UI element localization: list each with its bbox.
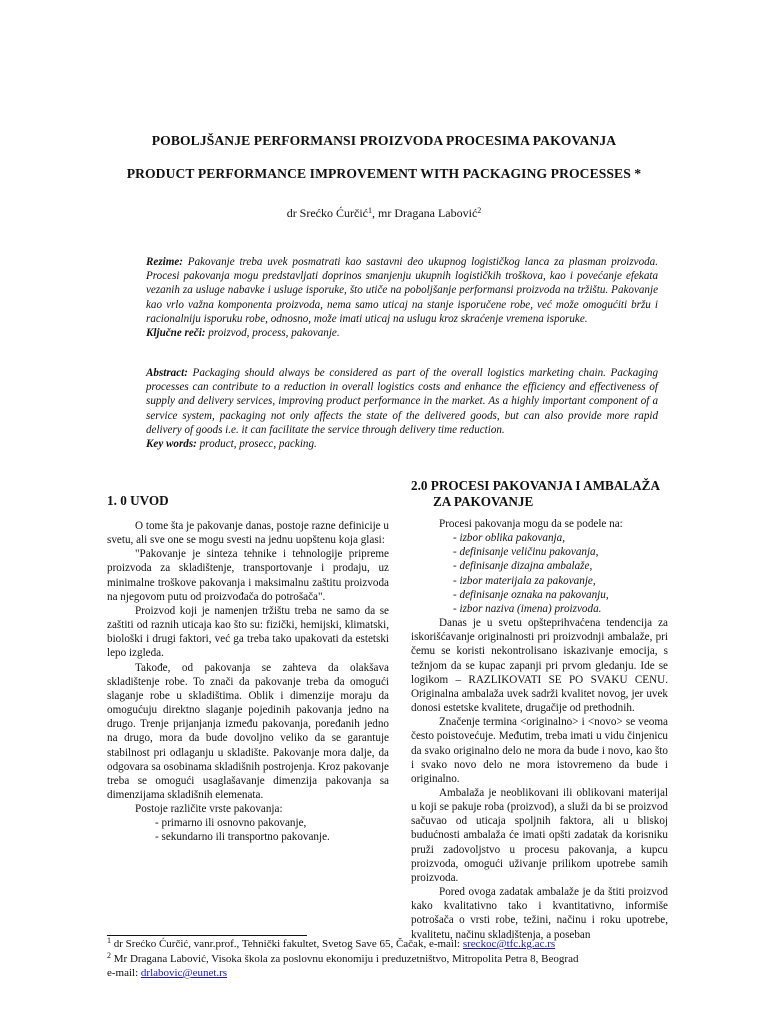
footnote-2-email-line bbox=[107, 966, 687, 981]
author-2-footnote-mark: 2 bbox=[477, 206, 482, 215]
footnote-1-text: dr Srećko Ćurčić, vanr.prof., Tehnički fakultet, Svetog Save 65, Čačak, e-mail: bbox=[111, 938, 463, 950]
section-1-paragraph: Proizvod koji je namenjen tržištu treba ne samo da se zaštiti od raznih uticaja kao što su: fizički, hemijski, klimatski, biološki i drugi faktori, već ga treba tako upakovati da estetski lepo izgleda. bbox=[107, 604, 389, 660]
section-1-paragraph: O tome šta je pakovanje danas, postoje razne definicije u svetu, ali sve one se mogu svesti na jednu uopštenu koja glasi: bbox=[107, 520, 389, 547]
footnote-divider bbox=[107, 935, 307, 936]
footnotes bbox=[107, 937, 687, 981]
section-2-paragraph: Danas je u svetu opšteprihvaćena tendencija za iskorišćavanje originalnosti pri proizvodnji ambalaže, pri čemu se koristi nekontrolisano iskazivanje emocija, s težnjom da se kupac zapanji pri prvom gledanju. Ide se logikom – RAZLIKOVATI SE PO SVAKU CENU. Originalna ambalaža uvek sadrži kvalitet novog, jer uvek donosi estetske kvalitete, drugačije od prethodnih. bbox=[411, 617, 668, 715]
left-column bbox=[107, 519, 389, 845]
abstract-block bbox=[146, 366, 658, 451]
section-1-heading: 1. 0 UVOD bbox=[107, 493, 169, 508]
list-item: - izbor oblika pakovanja, bbox=[453, 532, 566, 545]
abstract-text: Packaging should always be considered as part of the overall logistics marketing chain. Packaging processes can contribute to a reduction in overall logistics costs and enhance the efficiency and effectiveness of supply and delivery services, improving product performance in the market. As a highly important component of a service system, packaging not only affects the state of the delivered goods, but can also provide more rapid delivery of goods i.e. it can facilitate the service through delivery time reduction. bbox=[146, 367, 658, 436]
packaging-processes-list bbox=[411, 531, 668, 616]
footnote-1 bbox=[107, 937, 687, 952]
author-1-footnote-mark: 1 bbox=[368, 206, 372, 215]
list-item: - definisanje dizajna ambalaže, bbox=[453, 560, 593, 573]
section-2-paragraph: Ambalaža je neoblikovani ili oblikovani materijal u koji se pakuje roba (proizvod), a služi da bi se proizvod sačuvao od uticaja spoljnih faktora, ali u bliskoj budućnosti ambalaža će imati opšti zadatak da korisniku pruži zadovoljstvo u procesu pakovanja, a kupcu proizvoda, omogući uživanje prilikom upotrebe samih proizvoda. bbox=[411, 786, 668, 884]
footnote-2-email-label: e-mail: bbox=[107, 967, 141, 979]
author-2-name: , mr Dragana Labović bbox=[372, 206, 478, 220]
list-item: - definisanje veličinu pakovanja, bbox=[453, 546, 599, 559]
right-column bbox=[411, 517, 668, 942]
footnote-1-mark: 1 bbox=[107, 936, 111, 945]
list-item: - definisanje oznaka na pakovanju, bbox=[453, 588, 609, 601]
rezime-text: Pakovanje treba uvek posmatrati kao sastavni deo ukupnog logističkog lanca za plasman proizvoda. Procesi pakovanja mogu predstavljati doprinos smanjenju ukupnih logističkih troškova, kao i povećanje efekata vezanih za usluge nabavke i usluge isporuke, što utiče na poboljšanje performansi proizvoda na tržištu. Pakovanje kao vrlo važna komponenta proizvoda, nema samo uticaj na stanje isporučene robe, već može omogućiti bržu i racionalniju isporuku robe, odnosno, može imati uticaj na uslugu kroz skraćenje vremena isporuke. bbox=[146, 256, 658, 325]
kljucne-reci-label: Ključne reči: bbox=[146, 327, 206, 340]
rezime-block bbox=[146, 255, 658, 340]
list-item: - izbor materijala za pakovanje, bbox=[453, 574, 596, 587]
footnote-2-email-link[interactable]: drlabovic@eunet.rs bbox=[140, 967, 228, 979]
footnote-2 bbox=[107, 952, 687, 967]
section-2-paragraph: Značenje termina <originalno> i <novo> se veoma često poistovećuje. Međutim, treba imati u vidu činjenicu da svako originalno delo ne mora da bude i novo, kao što i svako novo delo ne mora istovremeno da bude i originalno. bbox=[411, 716, 668, 785]
list-item: - izbor naziva (imena) proizvoda. bbox=[453, 602, 602, 615]
section-1-paragraph: Takođe, od pakovanja se zahteva da olakšava skladištenje robe. To znači da pakovanje treba da omogući slaganje robe u skladištima. Oblik i dimenzije moraju da omogućuju direktno slaganje pojedinih pakovanja jedno na drugo. Trenje prijanjanja između pakovanja, poređanih jedno na drugo, mora da bude dovoljno veliko da se garantuje stabilnost pri odlaganju u skladište. Pakovanje mora dalje, da odgovara sa osobinama skladišnih postrojenja. Kroz pakovanje treba se omogući usaglašavanje dimenzija pakovanja sa dimenzijama skladišnih elemenata. bbox=[107, 661, 389, 801]
section-2-paragraph: Pored ovoga zadatak ambalaže je da štiti proizvod kako kvalitativno tako i kvantitativno, informiše potrošača o vrsti robe, težini, načinu i roku upotrebe, kvalitetu, načinu skladištenja, a poseban bbox=[411, 886, 668, 941]
footnote-2-mark: 2 bbox=[107, 950, 111, 960]
author-line bbox=[0, 206, 768, 221]
abstract-label: Abstract: bbox=[146, 367, 188, 379]
list-item: - primarno ili osnovno pakovanje, bbox=[155, 817, 307, 830]
section-1-paragraph: "Pakovanje je sinteza tehnike i tehnologije pripreme proizvoda za skladištenje, transportovanje i prodaju, uz minimalne troškove pakovanja i maksimalnu zaštitu proizvoda na njegovom putu od proizvođača do potrošača". bbox=[107, 548, 389, 603]
section-2-heading-line-2: ZA PAKOVANJE bbox=[433, 494, 534, 509]
section-2-heading bbox=[411, 478, 701, 510]
kljucne-reci-text: proizvod, process, pakovanje. bbox=[205, 327, 340, 340]
author-1-name: dr Srećko Ćurčić bbox=[286, 206, 368, 220]
paper-title-english: PRODUCT PERFORMANCE IMPROVEMENT WITH PACKAGING PROCESSES * bbox=[126, 166, 642, 181]
packaging-types-list bbox=[107, 816, 389, 844]
footnote-1-email-link[interactable]: sreckoc@tfc.kg.ac.rs bbox=[462, 938, 556, 950]
key-words-label: Key words: bbox=[146, 438, 197, 451]
key-words-text: product, prosecc, packing. bbox=[196, 438, 317, 451]
section-1-paragraph: Postoje različite vrste pakovanja: bbox=[135, 803, 283, 816]
section-2-paragraph: Procesi pakovanja mogu da se podele na: bbox=[439, 518, 623, 530]
footnote-2-text: Mr Dragana Labović, Visoka škola za poslovnu ekonomiju i preduzetništvo, Mitropolita Petra 8, Beograd bbox=[111, 952, 579, 965]
paper-title-serbian: POBOLJŠANJE PERFORMANSI PROIZVODA PROCESIMA PAKOVANJA bbox=[151, 133, 617, 148]
section-2-heading-line-1: 2.0 PROCESI PAKOVANJA I AMBALAŽA bbox=[411, 478, 661, 493]
list-item: - sekundarno ili transportno pakovanje. bbox=[155, 831, 330, 844]
rezime-label: Rezime: bbox=[146, 256, 183, 268]
